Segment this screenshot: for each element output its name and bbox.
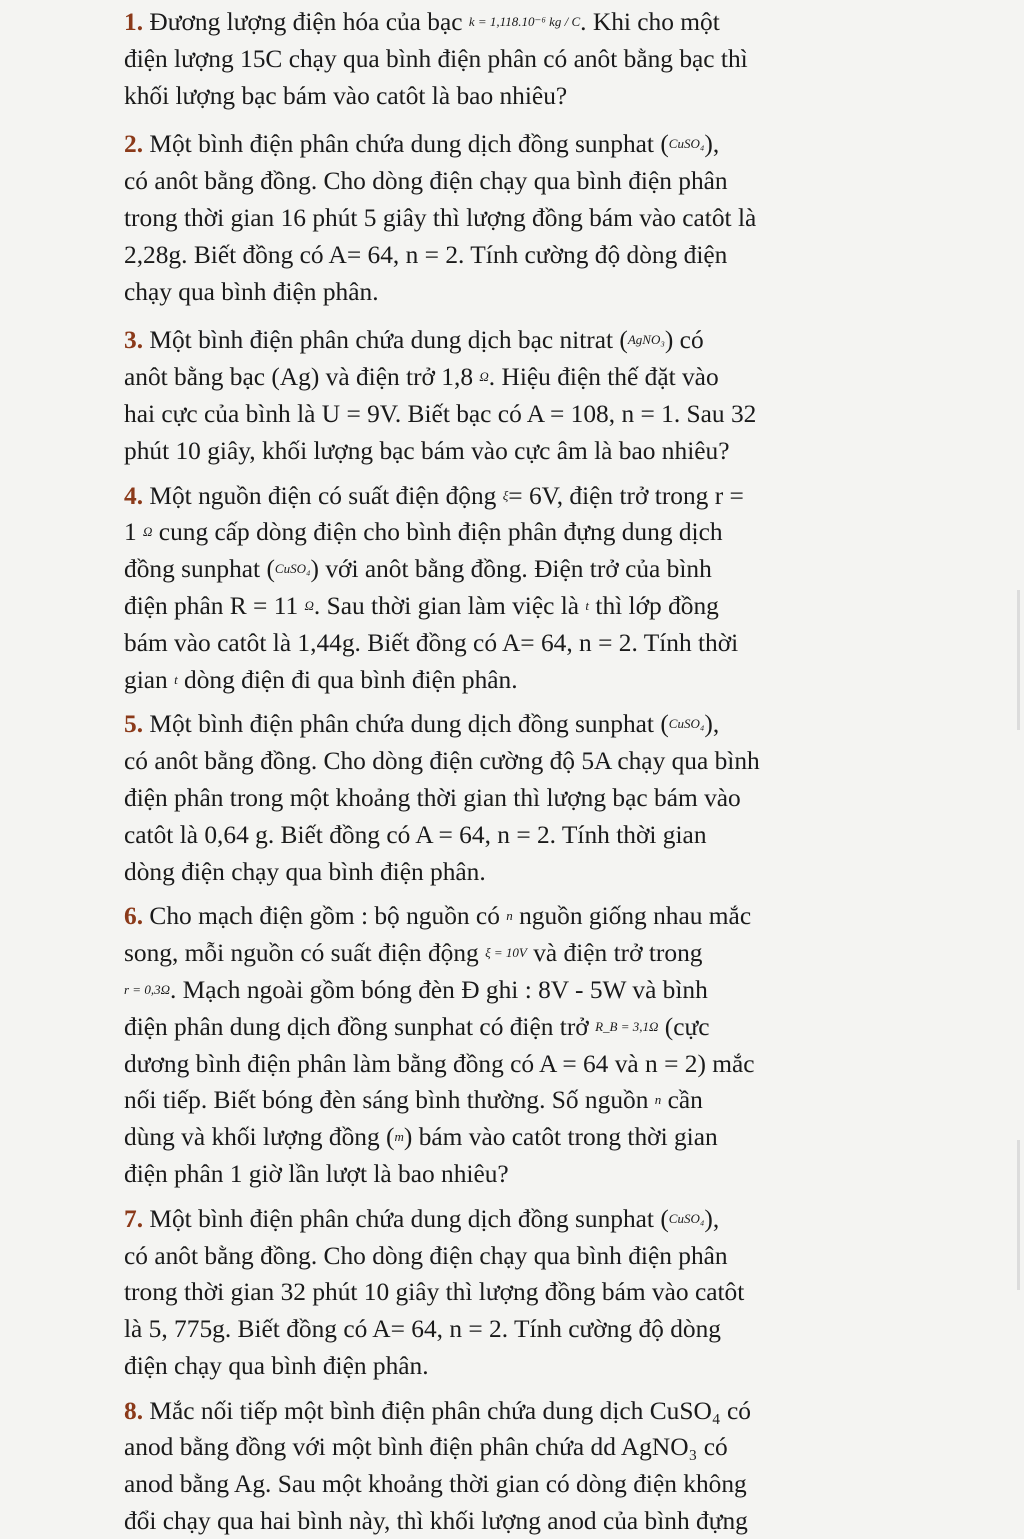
problem-line [124,1393,914,1430]
problem-line [124,4,914,41]
text-run: song, mỗi nguồn có suất điện động [124,939,486,968]
text-run: có anôt bằng đồng. Cho dòng điện cường độ 5A chạy qua bình [124,747,760,776]
text-run: 1 [124,518,144,547]
formula-inline: t [174,671,178,687]
text-run: = 6V, điện trở trong r = [508,481,744,510]
problem-1 [124,4,914,114]
text-run: điện phân R = 11 [124,591,305,620]
problem-line [124,514,914,551]
problem-line [124,817,914,854]
problem-3 [124,322,914,469]
problem-line [124,1348,914,1385]
problem-line [124,854,914,891]
formula-inline: CuSO₄ [668,716,705,732]
text-run: dòng điện đi qua bình điện phân. [177,665,518,694]
text-run: ) có [664,326,704,355]
problem-line [124,1082,914,1119]
problem-line [124,237,914,274]
problem-line [124,274,914,311]
formula-inline: t [585,597,590,613]
text-run: ), [704,710,720,739]
formula-inline: Ω [479,369,489,385]
formula-inline: Ω [143,524,153,540]
text-run: phút 10 giây, khối lượng bạc bám vào cực âm là bao nhiêu? [124,436,730,465]
text-run: 2,28g. Biết đồng có A= 64, n = 2. Tính cường độ dòng điện [124,240,728,269]
problem-line [124,625,914,662]
text-run: điện lượng 15C chạy qua bình điện phân có anôt bằng bạc thì [124,44,748,73]
problem-4 [124,478,914,699]
problem-5 [124,706,914,890]
formula-inline: ξ [502,487,509,503]
text-run: . Khi cho một [580,8,720,36]
text-run: điện chạy qua bình điện phân. [124,1351,429,1380]
text-run: Đương lượng điện hóa của bạc [149,8,469,36]
problem-line [124,1009,914,1046]
formula-inline: n [506,908,513,924]
problem-line [124,478,914,515]
problem-7 [124,1201,914,1385]
text-run: chạy qua bình điện phân. [124,277,379,306]
formula-inline: ξ = 10V [485,945,527,961]
problem-line [124,780,914,817]
text-run: Một bình điện phân chứa dung dịch đồng sunphat ( [149,130,669,159]
problem-line [124,743,914,780]
problem-number: 6. [124,902,144,931]
text-run: đổi chạy qua hai bình này, thì khối lượng anod của bình đựng [124,1507,748,1536]
problem-line [124,163,914,200]
problem-line [124,1046,914,1083]
text-run: nguồn giống nhau mắc [512,902,752,931]
problem-line [124,662,914,699]
problem-line [124,41,914,78]
problem-number: 8. [124,1396,144,1425]
problem-line [124,200,914,237]
problem-line [124,588,914,625]
problem-list [124,4,914,1539]
text-run: điện phân 1 giờ lần lượt là bao nhiêu? [124,1159,509,1188]
problem-line [124,706,914,743]
problem-line [124,1429,914,1466]
problem-line [124,972,914,1009]
scroll-edge-mark [1017,1140,1020,1290]
text-run: thì lớp đồng [589,591,719,620]
formula-inline: Ω [304,597,314,613]
problem-line [124,433,914,470]
problem-line [124,322,914,359]
formula-inline: n [654,1092,662,1108]
formula-inline: m [394,1129,404,1145]
text-run: khối lượng bạc bám vào catôt là bao nhiêu? [124,81,568,110]
scroll-edge-mark [1017,590,1020,730]
text-run: ), [704,130,720,159]
problem-number: 4. [124,481,144,510]
text-run: ), [704,1204,720,1233]
formula-inline: CuSO₄ [274,561,311,577]
problem-line [124,1156,914,1193]
text-run: nối tiếp. Biết bóng đèn sáng bình thường. Số nguồn [124,1086,655,1115]
text-run: cần [661,1086,703,1115]
problem-2 [124,126,914,310]
problem-6 [124,898,914,1192]
text-run: Một bình điện phân chứa dung dịch đồng sunphat ( [149,710,669,739]
text-run: có anôt bằng đồng. Cho dòng điện chạy qua bình điện phân [124,1241,728,1270]
text-run: Cho mạch điện gồm : bộ nguồn có [149,902,507,931]
text-run: . Mạch ngoài gồm bóng đèn Đ ghi : 8V - 5W và bình [169,975,708,1004]
text-run: dương bình điện phân làm bằng đồng có A = 64 và n = 2) mắc [124,1049,755,1078]
text-run: anôt bằng bạc (Ag) và điện trở 1,8 [124,363,480,392]
problem-number: 7. [124,1204,144,1233]
formula-inline: R_B = 3,1Ω [595,1018,659,1034]
text-run: và điện trở trong [526,939,703,968]
problem-line [124,359,914,396]
problem-line [124,1201,914,1238]
problem-8 [124,1393,914,1539]
problem-line [124,1466,914,1503]
text-run: (cực [658,1012,710,1041]
text-run: trong thời gian 16 phút 5 giây thì lượng đồng bám vào catôt là [124,203,757,232]
text-run: Một bình điện phân chứa dung dịch đồng sunphat ( [149,1204,669,1233]
problem-line [124,78,914,115]
problem-line [124,1119,914,1156]
text-run: trong thời gian 32 phút 10 giây thì lượng đồng bám vào catôt [124,1278,745,1307]
formula-inline: CuSO₄ [668,1210,705,1226]
formula-inline: k = 1,118.10⁻⁶ kg / C [468,14,581,29]
text-run: đồng sunphat ( [124,555,275,584]
problem-number: 2. [124,130,144,159]
problem-number: 3. [124,326,144,355]
text-run: Một bình điện phân chứa dung dịch bạc nitrat ( [149,326,628,355]
formula-inline: AgNO₃ [627,332,665,348]
text-run: dùng và khối lượng đồng ( [124,1123,395,1152]
text-run: điện phân trong một khoảng thời gian thì lượng bạc bám vào [124,783,741,812]
text-run: là 5, 775g. Biết đồng có A= 64, n = 2. Tính cường độ dòng [124,1315,721,1344]
formula-inline: r = 0,3Ω [124,981,170,997]
problem-line [124,1503,914,1539]
problem-line [124,126,914,163]
problem-line [124,396,914,433]
problem-line [124,935,914,972]
text-run: hai cực của bình là U = 9V. Biết bạc có A = 108, n = 1. Sau 32 [124,399,757,428]
text-run: điện phân dung dịch đồng sunphat có điện trở [124,1012,596,1041]
problem-line [124,1238,914,1275]
text-run: gian [124,665,175,694]
text-run: anod bằng Ag. Sau một khoảng thời gian có dòng điện không [124,1470,747,1499]
text-run: catôt là 0,64 g. Biết đồng có A = 64, n = 2. Tính thời gian [124,820,707,849]
text-run: bám vào catôt là 1,44g. Biết đồng có A= 64, n = 2. Tính thời [124,628,739,657]
problem-line [124,1311,914,1348]
problem-line [124,551,914,588]
text-run: . Sau thời gian làm việc là [313,591,586,620]
formula-inline: CuSO₄ [668,136,705,152]
text-run: dòng điện chạy qua bình điện phân. [124,857,486,886]
text-run: có anôt bằng đồng. Cho dòng điện chạy qua bình điện phân [124,167,728,196]
text-run: Một nguồn điện có suất điện động [149,481,503,510]
text-run: ) bám vào catôt trong thời gian [403,1123,718,1152]
problem-line [124,1274,914,1311]
text-run: ) với anôt bằng đồng. Điện trở của bình [310,555,712,584]
text-run: Mắc nối tiếp một bình điện phân chứa dung dịch CuSO₄ có [149,1396,751,1425]
problem-line [124,898,914,935]
text-run: . Hiệu điện thế đặt vào [488,363,719,392]
problem-number: 5. [124,710,144,739]
problem-number: 1. [124,8,144,36]
text-run: cung cấp dòng điện cho bình điện phân đựng dung dịch [152,518,723,547]
text-run: anod bằng đồng với một bình điện phân chứa dd AgNO₃ có [124,1433,728,1462]
